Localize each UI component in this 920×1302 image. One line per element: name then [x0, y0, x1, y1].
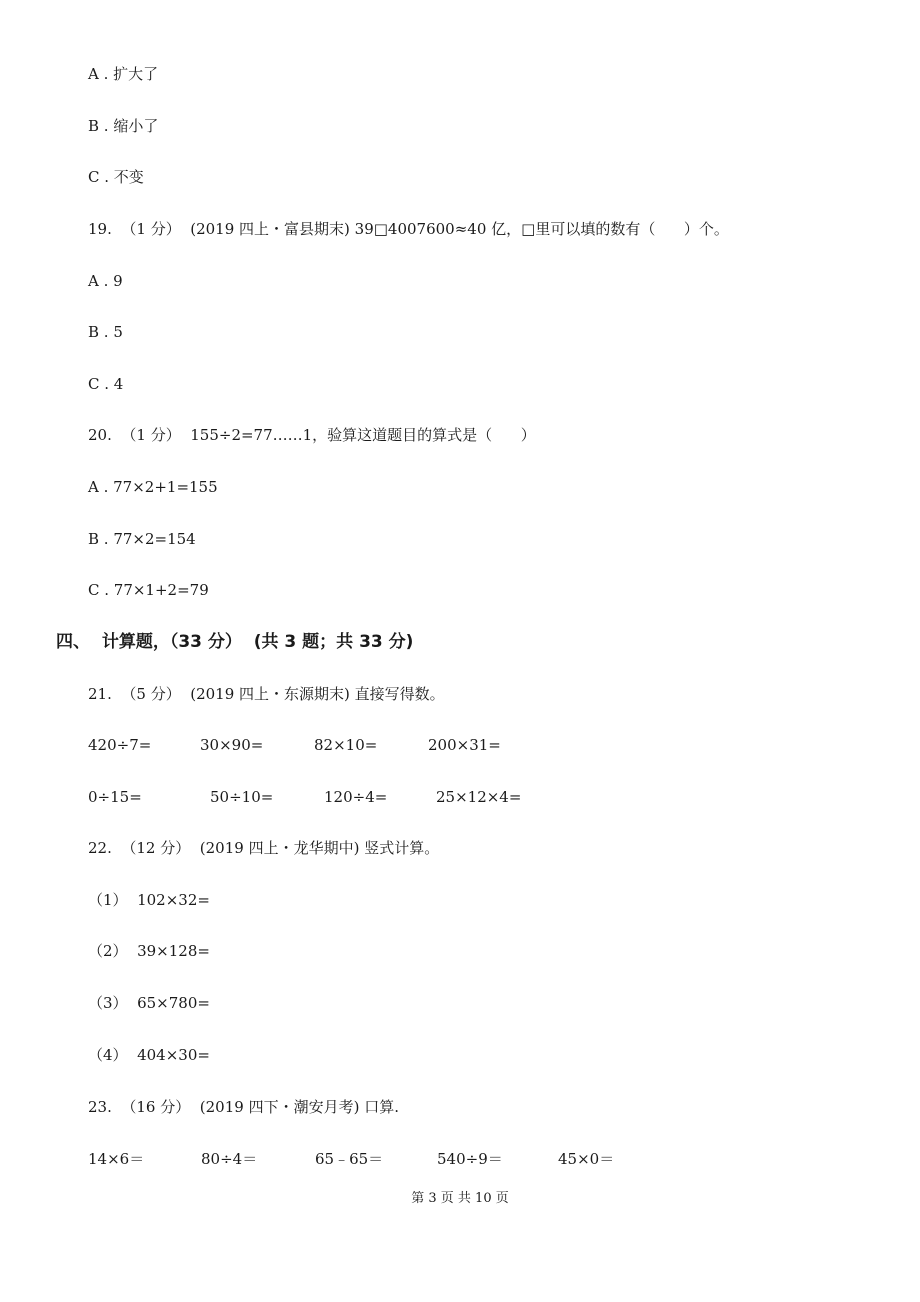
- q20-option-c: C . 77×1+2=79: [88, 581, 209, 599]
- q23-item: 540÷9＝: [437, 1150, 503, 1168]
- page-footer: 第 3 页 共 10 页: [411, 1191, 509, 1206]
- q23-item: 65﹣65＝: [315, 1150, 384, 1168]
- q23-item: 80÷4＝: [201, 1150, 258, 1168]
- q18-option-a: A . 扩大了: [88, 65, 159, 83]
- q21-item: 420÷7=: [88, 736, 152, 754]
- q22-item-4: （4） 404×30=: [88, 1046, 210, 1064]
- q21-item: 30×90=: [200, 736, 264, 754]
- q19-option-a: A . 9: [88, 272, 123, 290]
- q21-item: 200×31=: [428, 736, 501, 754]
- q18-option-b: B . 缩小了: [88, 117, 159, 135]
- q21-stem: 21. （5 分） (2019 四上・东源期末) 直接写得数。: [88, 685, 445, 703]
- q21-row-1: [88, 735, 868, 755]
- q22-item-3: （3） 65×780=: [88, 994, 210, 1012]
- q20-option-b: B . 77×2=154: [88, 530, 196, 548]
- q22-stem: 22. （12 分） (2019 四上・龙华期中) 竖式计算。: [88, 839, 440, 857]
- q19-option-c: C . 4: [88, 375, 124, 393]
- q18-option-c: C . 不变: [88, 168, 144, 186]
- q19-option-b: B . 5: [88, 323, 123, 341]
- q23-item: 45×0＝: [558, 1150, 615, 1168]
- q20-stem: 20. （1 分） 155÷2=77……1，验算这道题目的算式是（ ）: [88, 426, 536, 444]
- q21-item: 82×10=: [314, 736, 378, 754]
- q23-row-1: [88, 1149, 868, 1169]
- q20-option-a: A . 77×2+1=155: [88, 478, 218, 496]
- q21-item: 120÷4=: [324, 788, 388, 806]
- q22-item-1: （1） 102×32=: [88, 891, 210, 909]
- q23-item: 14×6＝: [88, 1150, 145, 1168]
- q21-row-2: [88, 787, 868, 807]
- q23-stem: 23. （16 分） (2019 四下・潮安月考) 口算.: [88, 1098, 399, 1116]
- q21-item: 0÷15=: [88, 788, 142, 806]
- q19-stem: 19. （1 分） (2019 四上・富县期末) 39□4007600≈40 亿，□里可以填的数有（ ）个。: [88, 220, 729, 238]
- section-heading-calculation: 四、 计算题，（33 分） (共 3 题；共 33 分): [56, 632, 414, 652]
- q22-item-2: （2） 39×128=: [88, 942, 210, 960]
- q21-item: 50÷10=: [210, 788, 274, 806]
- q21-item: 25×12×4=: [436, 788, 522, 806]
